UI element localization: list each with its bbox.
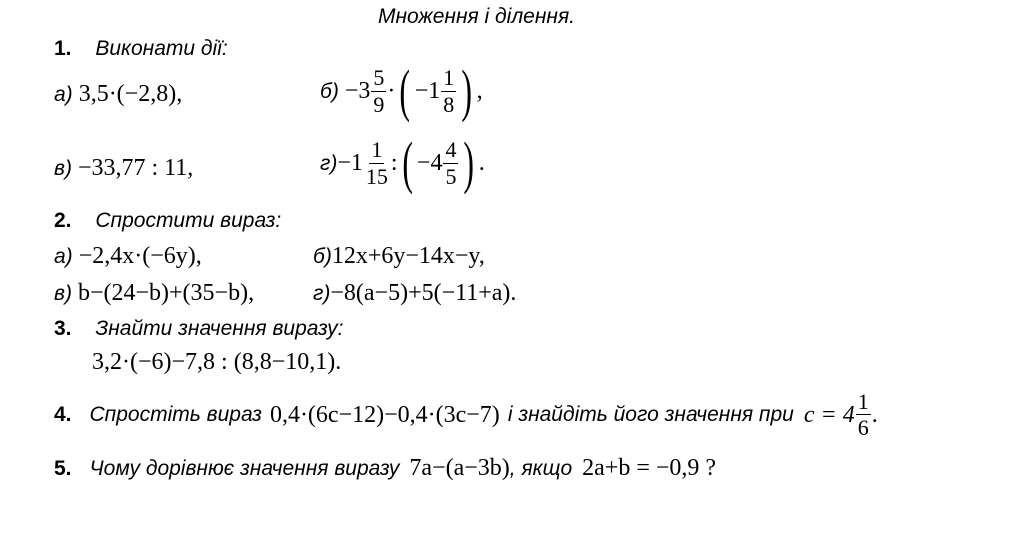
task-1-a-label: а)	[54, 82, 73, 106]
comma: ,	[476, 78, 483, 104]
task-1-b	[320, 58, 483, 123]
task-2-a-expr: −2,4x·(−6y),	[78, 243, 202, 269]
task-1-a	[54, 82, 182, 106]
task-2-g	[313, 281, 516, 305]
task-4-number: 4.	[54, 403, 72, 427]
task-2-g-expr: −8(a−5)+5(−11+a).	[330, 280, 517, 306]
right-paren: )	[463, 130, 475, 195]
task-5-text-b: , якщо	[509, 456, 573, 480]
task-1-g-inner-whole: −4	[416, 150, 443, 176]
task-3-number: 3.	[54, 317, 72, 340]
task-1-g-label: г)	[320, 151, 338, 175]
task-1-text: Виконати дії:	[95, 37, 228, 60]
task-2-v-expr: b−(24−b)+(35−b),	[77, 280, 255, 306]
task-1-v-expr: −33,77 : 11,	[77, 155, 194, 181]
left-paren: (	[399, 58, 411, 123]
fraction-denominator: 9	[373, 91, 385, 117]
task-2-text: Спростити вираз:	[95, 209, 282, 232]
task-2-v	[54, 281, 254, 305]
fraction-numerator: 4	[445, 137, 457, 163]
task-5-line	[54, 456, 716, 480]
left-paren: (	[401, 130, 413, 195]
fraction-denominator: 8	[443, 91, 455, 117]
task-1-b-fraction	[371, 66, 386, 115]
task-1-v-label: в)	[54, 156, 72, 180]
divide-colon: :	[390, 150, 398, 176]
fraction-numerator: 1	[371, 137, 383, 163]
task-1-heading	[54, 38, 228, 59]
task-1-g-whole: −1	[337, 150, 363, 176]
task-5-number: 5.	[54, 456, 72, 480]
task-1-b-whole: −3	[344, 78, 371, 104]
task-2-b-label: б)	[313, 244, 332, 268]
task-1-g-fraction	[364, 138, 390, 187]
task-2-g-label: г)	[313, 281, 331, 305]
task-2-v-label: в)	[54, 281, 72, 305]
task-4-text-a: Спростіть вираз	[89, 403, 262, 427]
fraction-numerator: 1	[857, 389, 869, 414]
task-1-b-label: б)	[320, 79, 339, 103]
task-4-line	[54, 390, 878, 439]
fraction-denominator: 15	[365, 163, 388, 189]
task-1-v	[54, 156, 193, 180]
task-4-cond-whole: c = 4	[803, 401, 855, 428]
page-title: Множення і ділення.	[378, 5, 576, 28]
task-2-a-label: а)	[54, 244, 73, 268]
task-3-text: Знайти значення виразу:	[95, 317, 344, 340]
period: .	[871, 401, 878, 428]
task-2-b-expr: 12x+6y−14x−y,	[331, 243, 485, 269]
task-1-b-inner-fraction	[441, 66, 456, 115]
task-4-expr: 0,4·(6c−12)−0,4·(3c−7)	[269, 401, 500, 428]
task-2-number: 2.	[54, 209, 72, 232]
task-2-b	[313, 244, 485, 268]
period: .	[478, 150, 485, 176]
fraction-denominator: 5	[445, 163, 457, 189]
task-1-g-inner-fraction	[443, 138, 458, 187]
right-paren: )	[461, 58, 473, 123]
task-1-a-expr: 3,5·(−2,8),	[78, 81, 183, 107]
task-2-a	[54, 244, 202, 268]
task-5-expr: 7a−(a−3b)	[409, 455, 510, 481]
task-3-heading	[54, 318, 343, 339]
task-1-b-inner-whole: −1	[414, 78, 441, 104]
multiply-dot: ·	[387, 78, 396, 104]
task-4-cond-fraction	[856, 390, 871, 439]
task-3-expr: 3,2·(−6)−7,8 : (8,8−10,1).	[92, 349, 342, 375]
fraction-numerator: 5	[373, 65, 385, 91]
task-5-text-a: Чому дорівнює значення виразу	[89, 456, 400, 480]
task-1-g	[320, 130, 485, 195]
task-2-heading	[54, 210, 281, 231]
fraction-denominator: 6	[857, 415, 869, 441]
task-5-cond: 2a+b = −0,9 ?	[582, 455, 717, 481]
task-4-text-b: і знайдіть його значення при	[507, 403, 794, 427]
fraction-numerator: 1	[443, 65, 455, 91]
task-1-number: 1.	[54, 37, 72, 60]
